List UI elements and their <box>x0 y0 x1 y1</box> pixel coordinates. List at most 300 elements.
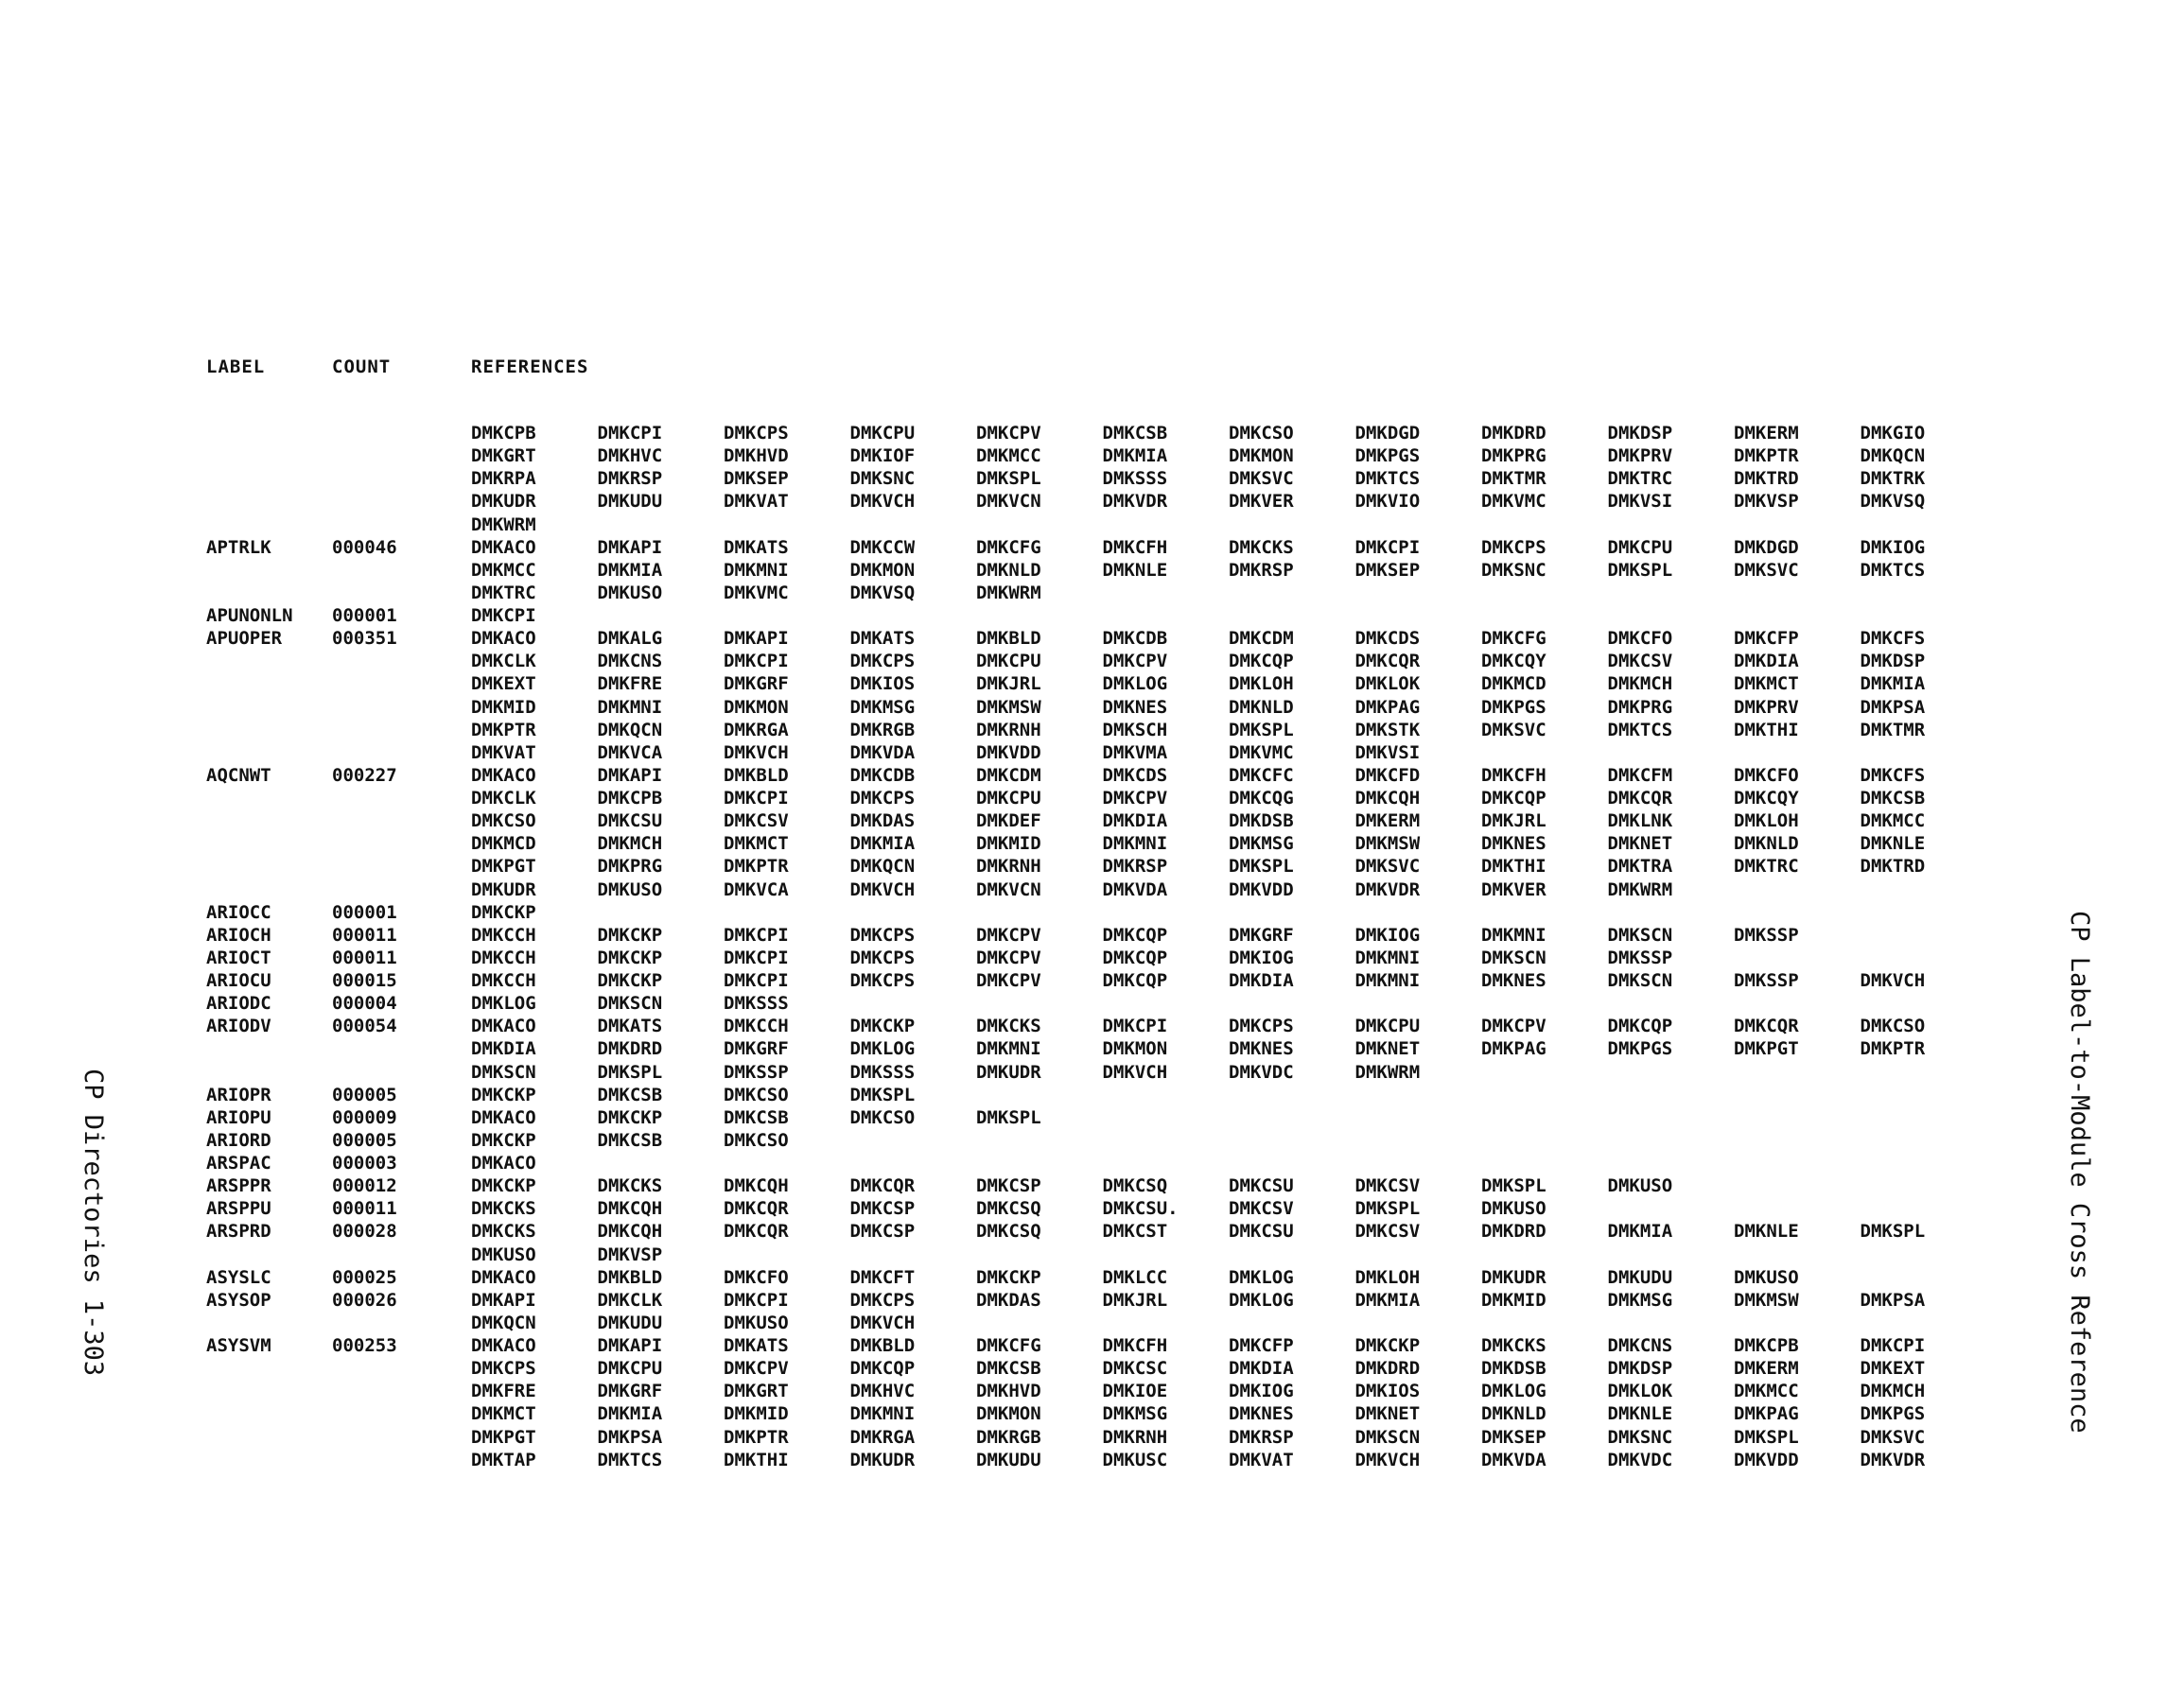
module-reference: DMKCFD <box>1354 764 1421 786</box>
table-row <box>206 672 2003 695</box>
module-reference: DMKBLD <box>724 764 789 786</box>
module-reference: DMKCQH <box>597 1198 663 1220</box>
page-footer-text: CP Directories 1-303 <box>79 1069 108 1377</box>
module-reference: DMKRPA <box>471 468 536 490</box>
module-reference: DMKSEP <box>724 468 789 490</box>
table-row <box>206 719 2003 741</box>
module-reference: DMKWRM <box>1607 878 1673 900</box>
module-reference: DMKMIA <box>1354 1289 1421 1311</box>
module-reference: DMKPRG <box>597 856 663 878</box>
module-reference: DMKVDC <box>1229 1061 1294 1083</box>
module-reference: DMKCKP <box>976 1266 1041 1288</box>
module-reference: DMKCSB <box>597 1084 663 1105</box>
row-count: 000001 <box>332 901 397 923</box>
module-reference: DMKDIA <box>1229 970 1294 991</box>
module-reference: DMKSPL <box>1354 1198 1421 1220</box>
row-label: ARIOPU <box>206 1106 271 1128</box>
table-row <box>206 969 2003 992</box>
module-reference: DMKCFS <box>1860 764 1926 786</box>
table-row <box>206 559 2003 582</box>
module-reference: DMKCSC <box>1102 1358 1168 1380</box>
module-reference: DMKACO <box>471 628 536 650</box>
module-reference: DMKCQP <box>1229 651 1294 672</box>
module-reference: DMKFRE <box>471 1381 536 1402</box>
module-reference: DMKCSP <box>976 1175 1041 1197</box>
module-reference: DMKUDR <box>471 878 536 900</box>
module-reference: DMKUSO <box>1734 1266 1799 1288</box>
table-row <box>206 1220 2003 1243</box>
module-reference: DMKCPV <box>724 1358 789 1380</box>
module-reference: DMKSPL <box>1229 856 1294 878</box>
table-row <box>206 1244 2003 1266</box>
row-label: ASYSVM <box>206 1335 271 1356</box>
module-reference: DMKTMR <box>1481 468 1546 490</box>
module-reference: DMKPGS <box>1607 1038 1673 1060</box>
module-reference: DMKMON <box>1102 1038 1168 1060</box>
module-reference: DMKMID <box>1481 1289 1546 1311</box>
module-reference: DMKQCN <box>849 856 916 878</box>
module-reference: DMKCKS <box>976 1016 1041 1037</box>
module-reference: DMKCQY <box>1481 651 1546 672</box>
row-label: ARSPPU <box>206 1198 271 1220</box>
module-reference: DMKFRE <box>597 673 663 695</box>
module-reference: DMKTAP <box>471 1449 536 1470</box>
module-reference: DMKERM <box>1734 423 1799 443</box>
module-reference: DMKPAG <box>1354 696 1421 718</box>
module-reference: DMKCPU <box>1607 536 1673 558</box>
module-reference: DMKCSV <box>1607 651 1673 672</box>
module-reference: DMKTCS <box>1860 559 1926 581</box>
module-reference: DMKDGD <box>1734 536 1799 558</box>
module-reference: DMKSSP <box>1607 947 1673 968</box>
row-count: 000025 <box>332 1266 397 1288</box>
module-reference: DMKSEP <box>1481 1426 1546 1448</box>
module-reference: DMKSCN <box>1607 970 1673 991</box>
module-reference: DMKSEP <box>1354 559 1421 581</box>
module-reference: DMKGIO <box>1860 423 1926 443</box>
module-reference: DMKGRT <box>724 1381 789 1402</box>
module-reference: DMKCKP <box>597 924 663 946</box>
module-reference: DMKCKS <box>597 1175 663 1197</box>
row-count: 000003 <box>332 1153 397 1174</box>
row-count: 000054 <box>332 1016 397 1037</box>
module-reference: DMKVCH <box>1354 1449 1421 1470</box>
module-reference: DMKCNS <box>597 651 663 672</box>
module-reference: DMKCKP <box>597 970 663 991</box>
module-reference: DMKRSP <box>1102 856 1168 878</box>
module-reference: DMKCSO <box>471 810 536 832</box>
row-label: ARIOCT <box>206 947 271 968</box>
module-reference: DMKCFM <box>1607 764 1673 786</box>
module-reference: DMKUDR <box>1481 1266 1546 1288</box>
module-reference: DMKCPI <box>724 924 789 946</box>
module-reference: DMKWRM <box>1354 1061 1421 1083</box>
module-reference: DMKSCN <box>1607 924 1673 946</box>
module-reference: DMKCCH <box>471 924 536 946</box>
module-reference: DMKVSQ <box>1860 491 1926 513</box>
row-label: APUNONLN <box>206 605 293 626</box>
module-reference: DMKCPI <box>724 970 789 991</box>
module-reference: DMKNET <box>1607 833 1673 855</box>
module-reference: DMKVSQ <box>849 582 916 603</box>
module-reference: DMKCPI <box>1102 1016 1168 1037</box>
right-margin-caption <box>2065 911 2096 1497</box>
table-row <box>206 467 2003 490</box>
row-count: 000004 <box>332 993 397 1015</box>
module-reference: DMKCQR <box>1354 651 1421 672</box>
module-reference: DMKMCD <box>1481 673 1546 695</box>
table-row <box>206 490 2003 513</box>
row-label: ARIOCH <box>206 924 271 946</box>
module-reference: DMKTHI <box>1734 719 1799 740</box>
module-reference: DMKCCH <box>471 947 536 968</box>
module-reference: DMKUSO <box>597 582 663 603</box>
module-reference: DMKDAS <box>849 810 916 832</box>
module-reference: DMKIOG <box>1354 924 1421 946</box>
row-count: 000227 <box>332 764 397 786</box>
row-count: 000011 <box>332 1198 397 1220</box>
module-reference: DMKCFO <box>724 1266 789 1288</box>
module-reference: DMKVMC <box>1481 491 1546 513</box>
module-reference: DMKCFS <box>1860 628 1926 650</box>
module-reference: DMKSSS <box>1102 468 1168 490</box>
module-reference: DMKVCH <box>1102 1061 1168 1083</box>
module-reference: DMKCSB <box>724 1106 789 1128</box>
module-reference: DMKSVC <box>1481 719 1546 740</box>
row-label: ARIORD <box>206 1129 271 1151</box>
module-reference: DMKCPV <box>1102 788 1168 809</box>
module-reference: DMKLNK <box>1607 810 1673 832</box>
module-reference: DMKCSP <box>849 1198 916 1220</box>
module-reference: DMKCSO <box>1860 1016 1926 1037</box>
module-reference: DMKRGB <box>849 719 916 740</box>
table-row <box>206 582 2003 604</box>
module-reference: DMKLOH <box>1354 1266 1421 1288</box>
module-reference: DMKCPB <box>471 423 536 443</box>
module-reference: DMKCPI <box>724 651 789 672</box>
module-reference: DMKCFP <box>1229 1335 1294 1356</box>
module-reference: DMKCFC <box>1229 764 1294 786</box>
module-reference: DMKVCH <box>724 741 789 763</box>
table-row <box>206 764 2003 787</box>
module-reference: DMKUDU <box>597 1312 663 1333</box>
row-count: 000009 <box>332 1106 397 1128</box>
module-reference: DMKMIA <box>597 559 663 581</box>
module-reference: DMKMNI <box>1354 947 1421 968</box>
module-reference: DMKTCS <box>597 1449 663 1470</box>
module-reference: DMKPGS <box>1481 696 1546 718</box>
row-label: AQCNWT <box>206 764 271 786</box>
module-reference: DMKCFH <box>1102 536 1168 558</box>
module-reference: DMKDIA <box>1229 1358 1294 1380</box>
module-reference: DMKCFH <box>1481 764 1546 786</box>
module-reference: DMKMCD <box>471 833 536 855</box>
table-row <box>206 1106 2003 1129</box>
module-reference: DMKSCN <box>1481 947 1546 968</box>
module-reference: DMKVSI <box>1607 491 1673 513</box>
module-reference: DMKCQH <box>597 1221 663 1243</box>
table-row <box>206 627 2003 650</box>
module-reference: DMKMNI <box>849 1403 916 1425</box>
module-reference: DMKMON <box>849 559 916 581</box>
module-reference: DMKVDR <box>1102 491 1168 513</box>
module-reference: DMKCPI <box>597 423 663 443</box>
module-reference: DMKCKP <box>471 1084 536 1105</box>
module-reference: DMKMCC <box>976 445 1041 467</box>
module-reference: DMKVDD <box>1229 878 1294 900</box>
module-reference: DMKVCN <box>976 491 1041 513</box>
module-reference: DMKVAT <box>471 741 536 763</box>
module-reference: DMKCCH <box>724 1016 789 1037</box>
module-reference: DMKBLD <box>849 1335 916 1356</box>
module-reference: DMKTRD <box>1734 468 1799 490</box>
module-reference: DMKUSO <box>471 1244 536 1265</box>
table-row <box>206 1129 2003 1152</box>
module-reference: DMKPAG <box>1734 1403 1799 1425</box>
module-reference: DMKCPV <box>1481 1016 1546 1037</box>
module-reference: DMKVER <box>1481 878 1546 900</box>
module-reference: DMKNES <box>1229 1403 1294 1425</box>
module-reference: DMKSCN <box>597 993 663 1015</box>
module-reference: DMKDGD <box>1354 423 1421 443</box>
module-reference: DMKCFP <box>1734 628 1799 650</box>
module-reference: DMKSNC <box>849 468 916 490</box>
module-reference: DMKNES <box>1229 1038 1294 1060</box>
module-reference: DMKDSP <box>1860 651 1926 672</box>
module-reference: DMKCSV <box>724 810 789 832</box>
module-reference: DMKUDU <box>597 491 663 513</box>
module-reference: DMKCSO <box>724 1084 789 1105</box>
module-reference: DMKACO <box>471 1335 536 1356</box>
table-row <box>206 947 2003 969</box>
module-reference: DMKCPS <box>849 651 916 672</box>
table-row <box>206 422 2003 444</box>
module-reference: DMKAPI <box>597 536 663 558</box>
module-reference: DMKMIA <box>1102 445 1168 467</box>
module-reference: DMKCSB <box>976 1358 1041 1380</box>
module-reference: DMKLOH <box>1229 673 1294 695</box>
module-reference: DMKLOG <box>849 1038 916 1060</box>
module-reference: DMKMIA <box>1607 1221 1673 1243</box>
module-reference: DMKCKS <box>471 1198 536 1220</box>
module-reference: DMKVCH <box>849 491 916 513</box>
module-reference: DMKSPL <box>976 468 1041 490</box>
module-reference: DMKERM <box>1354 810 1421 832</box>
module-reference: DMKCQP <box>1102 970 1168 991</box>
table-row <box>206 1312 2003 1334</box>
module-reference: DMKVDA <box>1102 878 1168 900</box>
module-reference: DMKCCH <box>471 970 536 991</box>
module-reference: DMKCPV <box>976 947 1041 968</box>
table-row <box>206 855 2003 878</box>
module-reference: DMKTRC <box>1734 856 1799 878</box>
row-label: APTRLK <box>206 536 271 558</box>
module-reference: DMKCDS <box>1102 764 1168 786</box>
module-reference: DMKCQP <box>849 1358 916 1380</box>
table-row <box>206 1037 2003 1060</box>
module-reference: DMKVCH <box>849 878 916 900</box>
module-reference: DMKNLD <box>1229 696 1294 718</box>
module-reference: DMKCST <box>1102 1221 1168 1243</box>
module-reference: DMKACO <box>471 536 536 558</box>
module-reference: DMKVER <box>1229 491 1294 513</box>
module-reference: DMKCPS <box>1229 1016 1294 1037</box>
table-row <box>206 1449 2003 1471</box>
module-reference: DMKMIA <box>849 833 916 855</box>
module-reference: DMKCLK <box>471 651 536 672</box>
module-reference: DMKVSP <box>597 1244 663 1265</box>
module-reference: DMKCSQ <box>1102 1175 1168 1197</box>
module-reference: DMKMSW <box>976 696 1041 718</box>
left-margin-caption <box>81 1069 110 1485</box>
module-reference: DMKCLK <box>597 1289 663 1311</box>
module-reference: DMKSCH <box>1102 719 1168 740</box>
module-reference: DMKTHI <box>1481 856 1546 878</box>
module-reference: DMKUSO <box>597 878 663 900</box>
module-reference: DMKRNH <box>976 719 1041 740</box>
module-reference: DMKPGT <box>1734 1038 1799 1060</box>
module-reference: DMKCSV <box>1354 1221 1421 1243</box>
module-reference: DMKTHI <box>724 1449 789 1470</box>
table-row <box>206 1197 2003 1220</box>
module-reference: DMKVDD <box>1734 1449 1799 1470</box>
module-reference: DMKVCA <box>724 878 789 900</box>
module-reference: DMKATS <box>724 536 789 558</box>
module-reference: DMKATS <box>597 1016 663 1037</box>
module-reference: DMKCSU <box>1229 1221 1294 1243</box>
module-reference: DMKCPS <box>849 788 916 809</box>
module-reference: DMKLOG <box>1481 1381 1546 1402</box>
module-reference: DMKBLD <box>976 628 1041 650</box>
module-reference: DMKWRM <box>471 513 536 535</box>
module-reference: DMKJRL <box>1481 810 1546 832</box>
module-reference: DMKPRG <box>1607 696 1673 718</box>
module-reference: DMKNLD <box>1481 1403 1546 1425</box>
module-reference: DMKUDU <box>976 1449 1041 1470</box>
module-reference: DMKMON <box>976 1403 1041 1425</box>
module-reference: DMKVMC <box>1229 741 1294 763</box>
module-reference: DMKCLK <box>471 788 536 809</box>
module-reference: DMKPRV <box>1734 696 1799 718</box>
module-reference: DMKRGA <box>724 719 789 740</box>
table-row <box>206 513 2003 536</box>
module-reference: DMKIOE <box>1102 1381 1168 1402</box>
module-reference: DMKTRC <box>471 582 536 603</box>
module-reference: DMKTRA <box>1607 856 1673 878</box>
module-reference: DMKMSW <box>1734 1289 1799 1311</box>
module-reference: DMKCPI <box>724 788 789 809</box>
module-reference: DMKNLE <box>1102 559 1168 581</box>
row-count: 000351 <box>332 628 397 650</box>
section-title-text: CP Label-to-Module Cross Reference <box>2065 911 2094 1434</box>
table-row <box>206 1380 2003 1402</box>
table-row <box>206 924 2003 947</box>
module-reference: DMKMCC <box>1734 1381 1799 1402</box>
module-reference: DMKCPI <box>471 605 536 626</box>
module-reference: DMKSSS <box>724 993 789 1015</box>
table-row <box>206 444 2003 467</box>
module-reference: DMKVAT <box>724 491 789 513</box>
module-reference: DMKMID <box>471 696 536 718</box>
module-reference: DMKUDR <box>849 1449 916 1470</box>
table-row <box>206 696 2003 719</box>
row-count: 000001 <box>332 605 397 626</box>
module-reference: DMKHVD <box>976 1381 1041 1402</box>
row-count: 000005 <box>332 1084 397 1105</box>
module-reference: DMKSSP <box>1734 924 1799 946</box>
module-reference: DMKNLE <box>1860 833 1926 855</box>
module-reference: DMKVMA <box>1102 741 1168 763</box>
module-reference: DMKCQR <box>849 1175 916 1197</box>
table-row <box>206 741 2003 764</box>
module-reference: DMKSPL <box>1481 1175 1546 1197</box>
module-reference: DMKAPI <box>597 1335 663 1356</box>
module-reference: DMKPGS <box>1354 445 1421 467</box>
module-reference: DMKDRD <box>1481 423 1546 443</box>
module-reference: DMKNES <box>1481 970 1546 991</box>
module-reference: DMKCQY <box>1734 788 1799 809</box>
module-reference: DMKCSU <box>597 810 663 832</box>
module-reference: DMKEXT <box>471 673 536 695</box>
module-reference: DMKNLE <box>1607 1403 1673 1425</box>
module-reference: DMKHVD <box>724 445 789 467</box>
module-reference: DMKMON <box>1229 445 1294 467</box>
module-reference: DMKSVC <box>1734 559 1799 581</box>
module-reference: DMKPTR <box>724 856 789 878</box>
row-count: 000011 <box>332 947 397 968</box>
module-reference: DMKTRK <box>1860 468 1926 490</box>
module-reference: DMKCPI <box>724 947 789 968</box>
module-reference: DMKCSB <box>1102 423 1168 443</box>
module-reference: DMKCKP <box>471 901 536 923</box>
module-reference: DMKMNI <box>1354 970 1421 991</box>
module-reference: DMKMCH <box>1860 1381 1926 1402</box>
module-reference: DMKCPV <box>1102 651 1168 672</box>
module-reference: DMKATS <box>849 628 916 650</box>
module-reference: DMKSVC <box>1860 1426 1926 1448</box>
module-reference: DMKDSP <box>1607 423 1673 443</box>
module-reference: DMKRSP <box>1229 559 1294 581</box>
row-label: ASYSOP <box>206 1289 271 1311</box>
module-reference: DMKMSG <box>849 696 916 718</box>
module-reference: DMKSSP <box>1734 970 1799 991</box>
module-reference: DMKQCN <box>471 1312 536 1333</box>
module-reference: DMKCCW <box>849 536 916 558</box>
module-reference: DMKCKP <box>471 1175 536 1197</box>
table-row <box>206 1015 2003 1037</box>
module-reference: DMKSPL <box>597 1061 663 1083</box>
module-reference: DMKAPI <box>724 628 789 650</box>
module-reference: DMKVIO <box>1354 491 1421 513</box>
module-reference: DMKJRL <box>1102 1289 1168 1311</box>
module-reference: DMKMCH <box>597 833 663 855</box>
module-reference: DMKACO <box>471 764 536 786</box>
module-reference: DMKPSA <box>1860 696 1926 718</box>
module-reference: DMKMCC <box>1860 810 1926 832</box>
module-reference: DMKSPL <box>1607 559 1673 581</box>
module-reference: DMKACO <box>471 1106 536 1128</box>
table-row <box>206 1402 2003 1425</box>
module-reference: DMKIOG <box>1229 947 1294 968</box>
row-count: 000015 <box>332 970 397 991</box>
row-label: ARSPAC <box>206 1153 271 1174</box>
row-label: ARIOCU <box>206 970 271 991</box>
module-reference: DMKVSP <box>1734 491 1799 513</box>
module-reference: DMKRSP <box>1229 1426 1294 1448</box>
table-row <box>206 832 2003 855</box>
module-reference: DMKCKP <box>597 1106 663 1128</box>
header-references: REFERENCES <box>471 357 589 377</box>
